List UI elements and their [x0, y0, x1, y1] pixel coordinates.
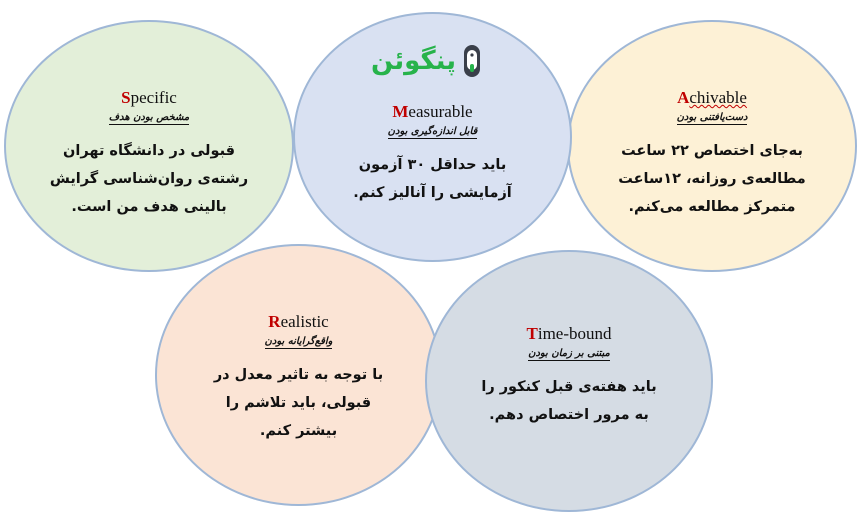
measurable-body: باید حداقل ۳۰ آزمون آزمایشی را آنالیز کنم. [353, 157, 512, 201]
timebound-body: باید هفته‌ی قبل کنکور را به مرور اختصاص دهم. [481, 379, 657, 423]
specific-circle [4, 20, 294, 272]
measurable-subtitle: قابل اندازه‌گیری بودن [387, 126, 478, 137]
achivable-subtitle: دست‌یافتنی بودن [676, 112, 748, 123]
specific-subtitle: مشخص بودن هدف [108, 112, 190, 123]
realistic-circle [155, 244, 442, 506]
timebound-circle [425, 250, 713, 512]
logo-text: پنگوئن [371, 46, 456, 76]
timebound-subtitle: مبتنی بر زمان بودن [528, 348, 610, 359]
penguin-logo-icon [462, 44, 482, 78]
achivable-title: Achivable [677, 88, 747, 107]
realistic-subtitle: واقع‌گرایانه بودن [264, 336, 333, 347]
timebound-title: Time-bound [526, 324, 612, 343]
specific-body: قبولی در دانشگاه تهران رشته‌ی روان‌شناسی گرایش بالینی هدف من است. [49, 143, 249, 215]
realistic-body: با توجه به تاثیر معدل در قبولی، باید تلاشم را بیشتر کنم. [213, 367, 384, 439]
penguin-logo [371, 44, 482, 78]
measurable-title: Measurable [392, 102, 473, 121]
specific-title: Specific [121, 88, 177, 107]
realistic-title: Realistic [268, 312, 329, 331]
achivable-circle [567, 20, 857, 272]
achivable-body: به‌جای اختصاص ۲۲ ساعت مطالعه‌ی روزانه، ۱۲ساعت متمرکز مطالعه می‌کنم. [618, 143, 806, 215]
